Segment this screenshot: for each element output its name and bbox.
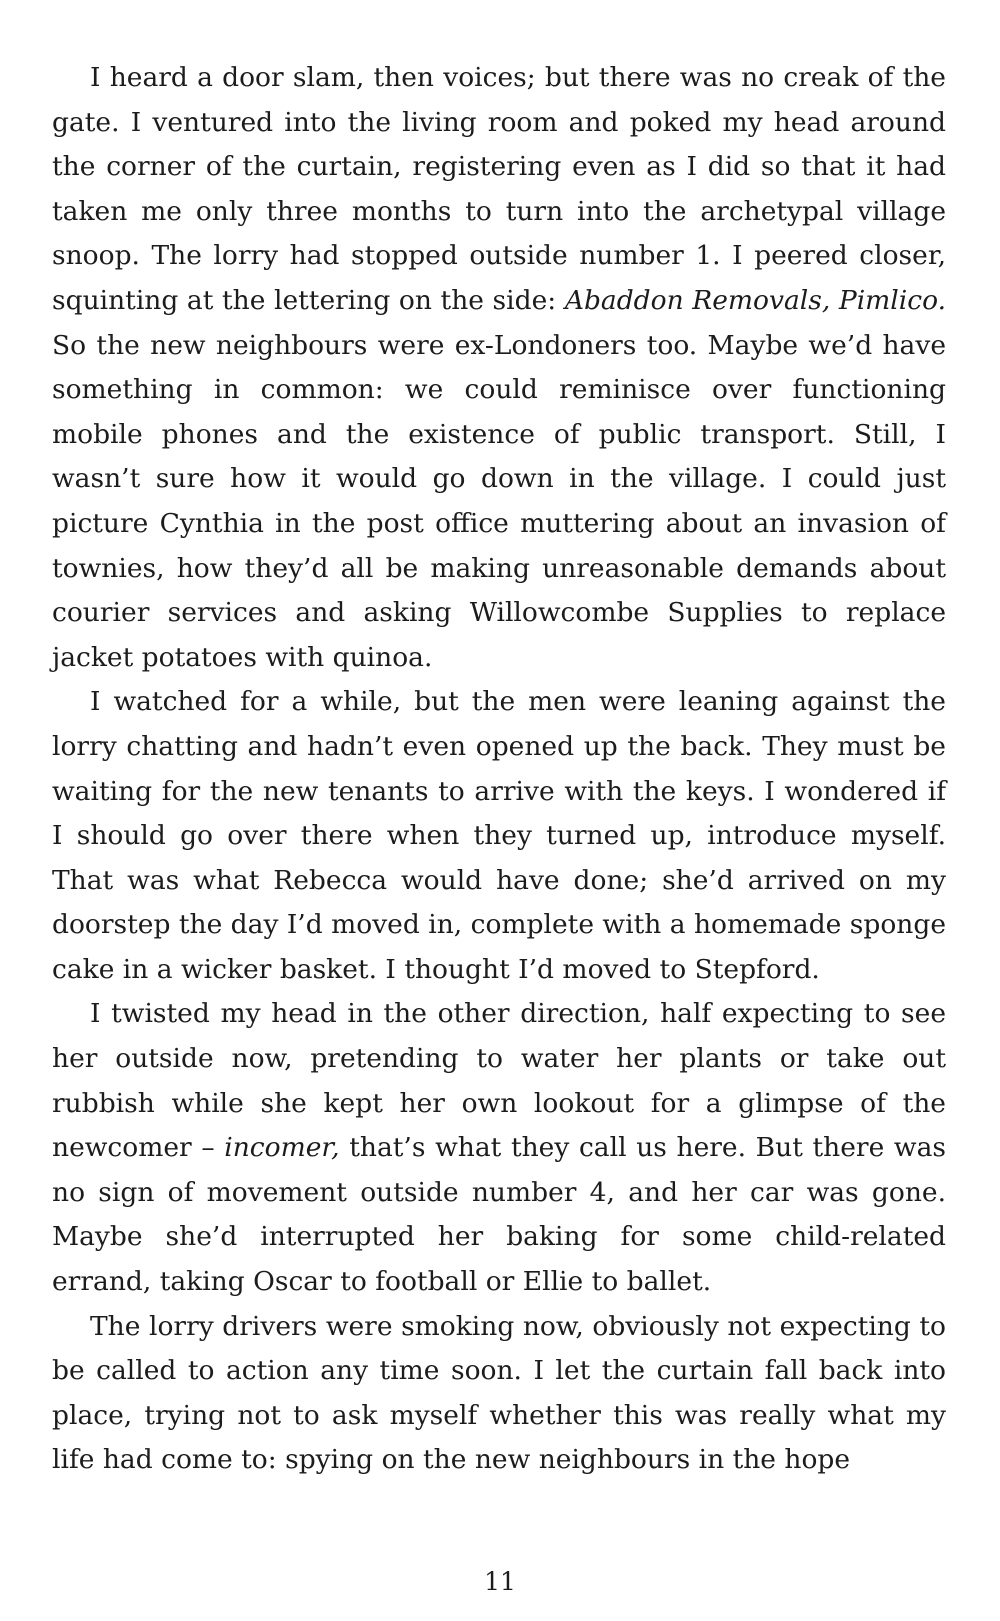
paragraph-2 bbox=[52, 680, 946, 992]
paragraph-3-text-b: that’s what they call us here. But there was no sign of movement outside number 4, and her car was gone. Maybe she’d interrupted her baking for some child-related errand, taking Oscar to football or Ellie to ballet. bbox=[52, 1132, 946, 1298]
paragraph-2-text: I watched for a while, but the men were leaning against the lorry chatting and hadn’t even opened up the back. They must be waiting for the new tenants to arrive with the keys. I wondered if I should go over there when they turned up, introduce myself. That was what Rebecca would have done; she’d arrived on my doorstep the day I’d moved in, complete with a homemade sponge cake in a wicker basket. I thought I’d moved to Stepford. bbox=[52, 686, 947, 985]
page-number: 11 bbox=[484, 1567, 516, 1596]
paragraph-1-text-b: So the new neighbours were ex-Londoners too. Maybe we’d have something in common: we could reminisce over functioning mobile phones and the existence of public transport. Still, I wasn’t sure how it would go down in the village. I could just picture Cynthia in the post office muttering about an invasion of townies, how they’d all be making unreasonable demands about courier services and asking Willowcombe Supplies to replace jacket potatoes with quinoa. bbox=[52, 329, 946, 673]
paragraph-1-text-a: I heard a door slam, then voices; but there was no creak of the gate. I ventured into the living room and poked my head around the corner of the curtain, registering even as I did so that it had taken me only three months to turn into the archetypal village snoop. The lorry had stopped outside number 1. I peered closer, squinting at the lettering on the side: bbox=[52, 62, 946, 316]
paragraph-1-italic-company: Abaddon Removals, Pimlico. bbox=[564, 284, 946, 316]
paragraph-3-text-a: I twisted my head in the other direction, half expecting to see her outside now, pretending to water her plants or take out rubbish while she kept her own lookout for a glimpse of the newcomer – bbox=[52, 998, 946, 1164]
paragraph-3-italic-incomer: incomer, bbox=[224, 1132, 340, 1164]
paragraph-1 bbox=[52, 56, 946, 680]
paragraph-3 bbox=[52, 992, 946, 1304]
paragraph-4 bbox=[52, 1305, 946, 1483]
paragraph-4-text: The lorry drivers were smoking now, obviously not expecting to be called to action any time soon. I let the curtain fall back into place, trying not to ask myself whether this was really what my life had come to: spying on the new neighbours in the hope bbox=[52, 1310, 946, 1476]
body-text bbox=[52, 56, 946, 1483]
